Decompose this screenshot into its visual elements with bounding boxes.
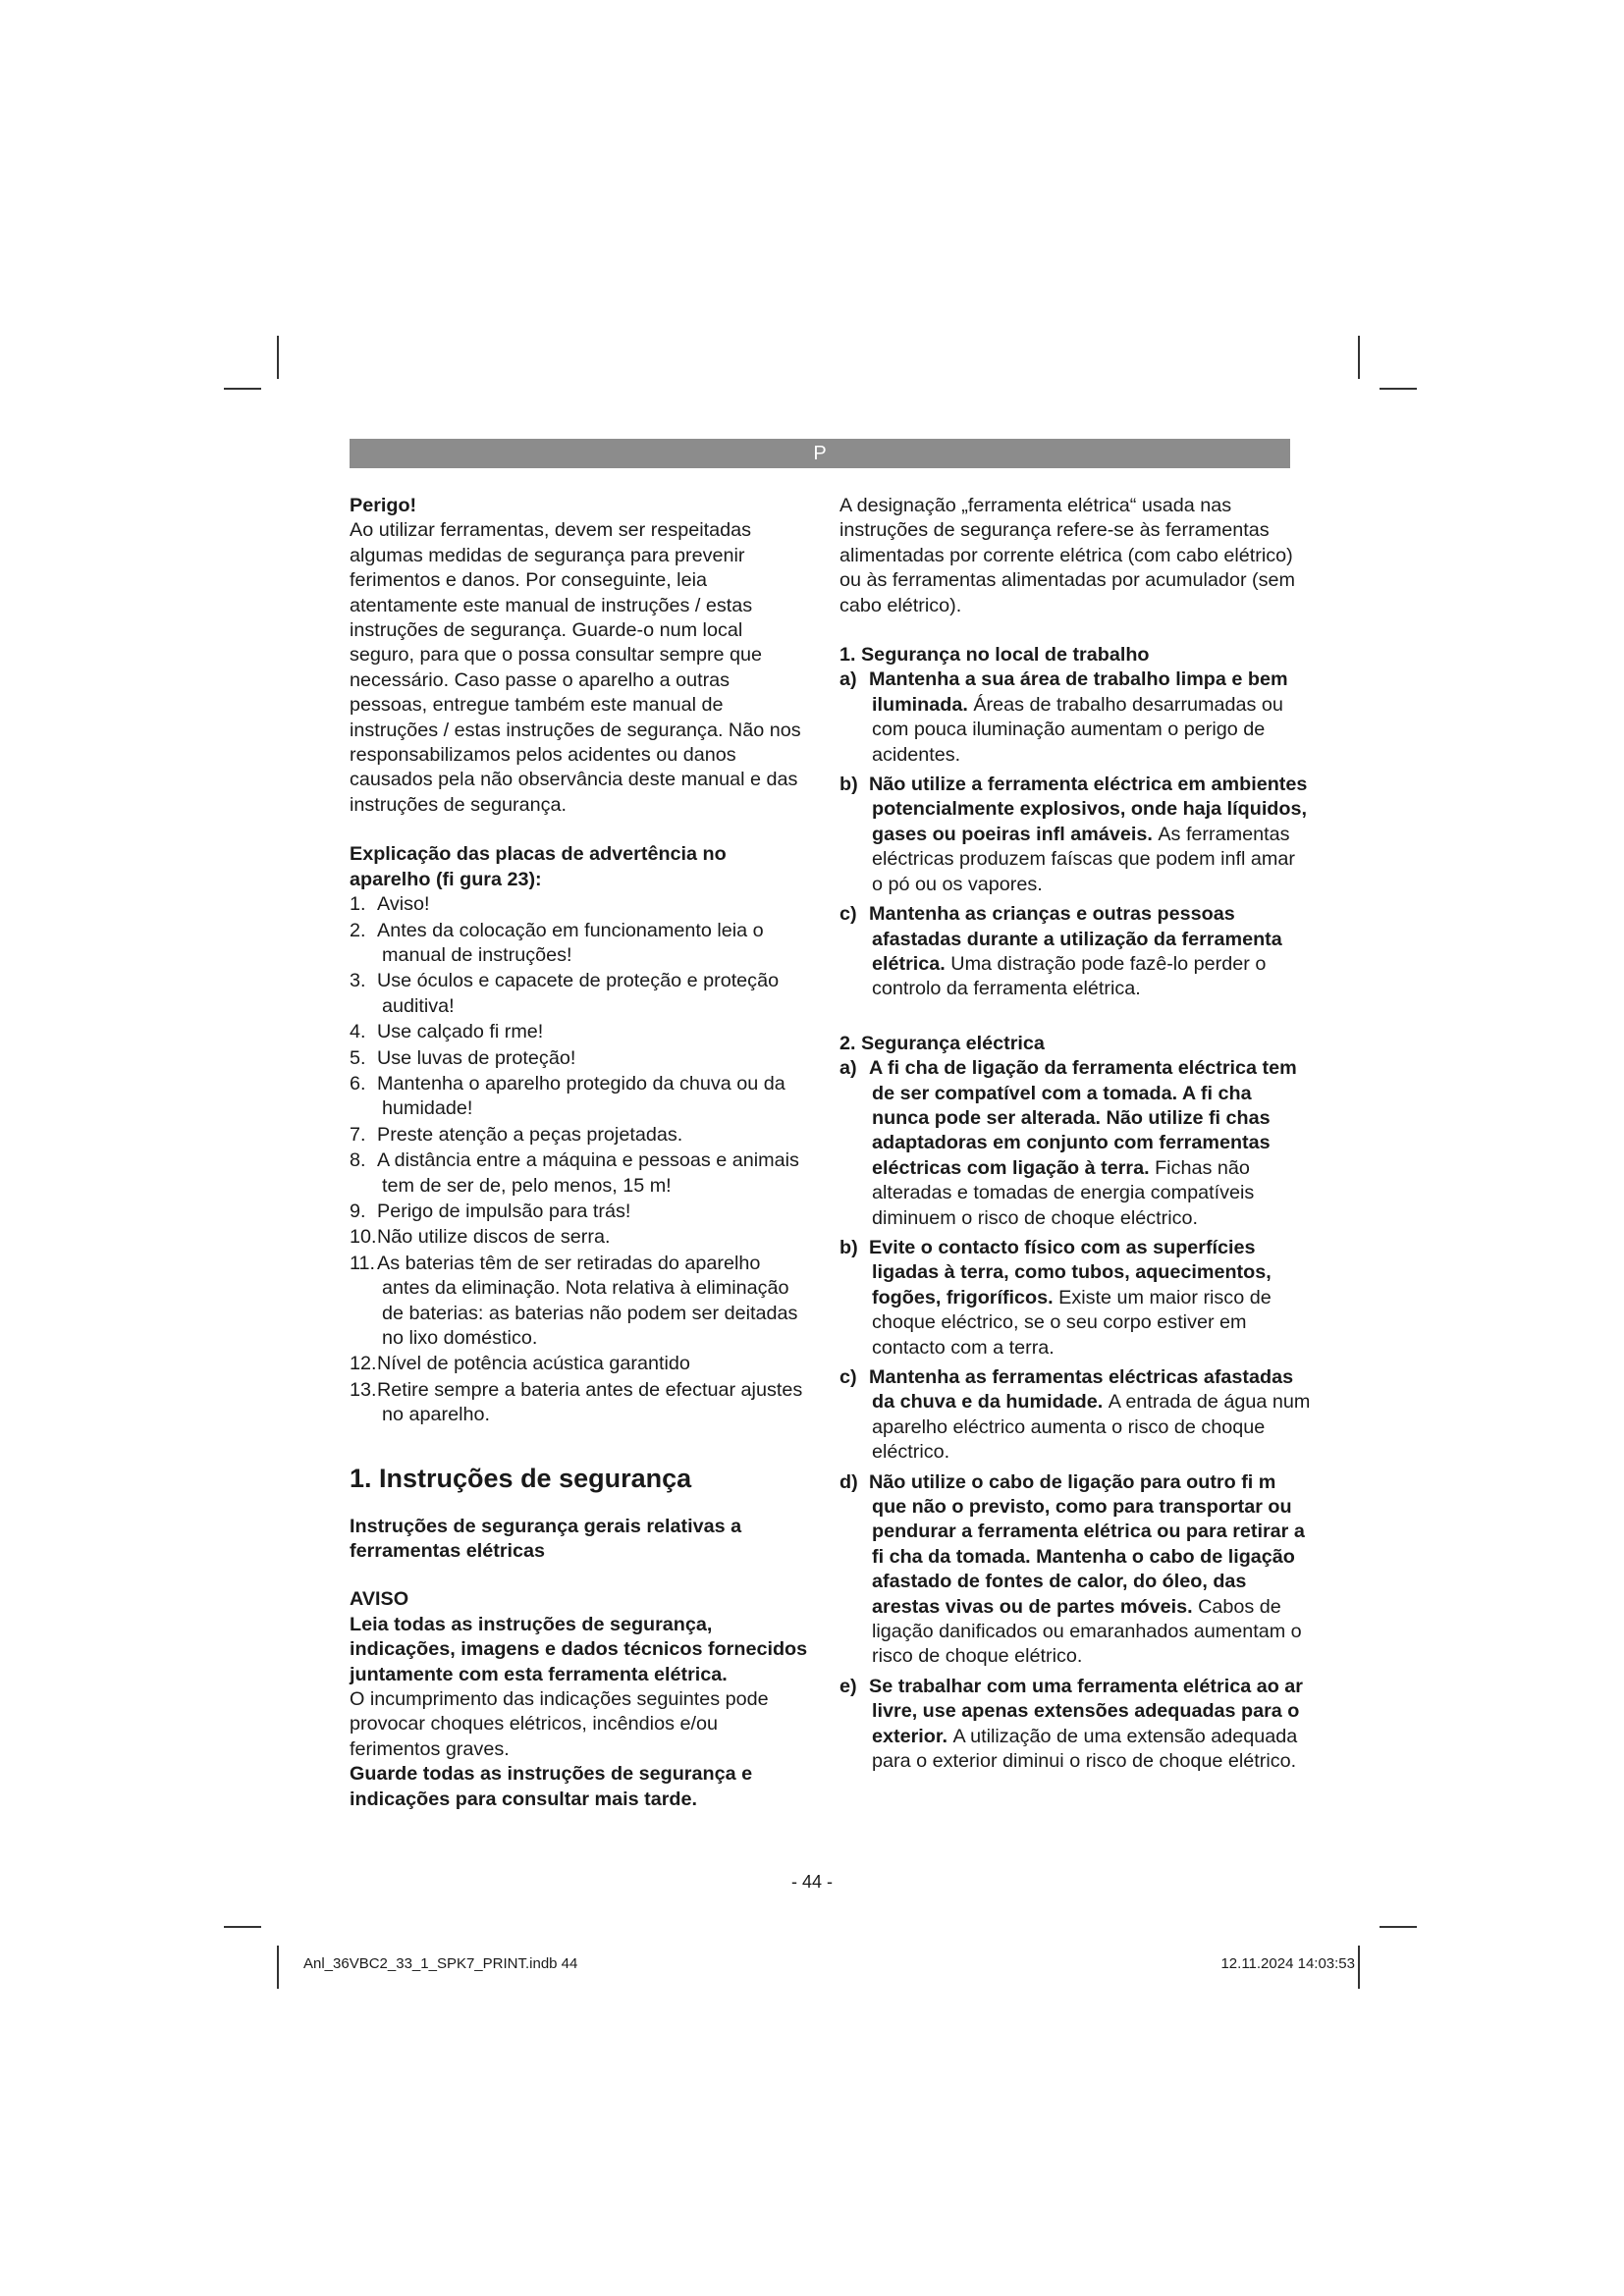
item-text: Retire sempre a bateria antes de efectuar ajustes no aparelho. — [377, 1378, 803, 1426]
s2-list — [839, 1056, 1311, 1774]
placas-heading: Explicação das placas de advertência no aparelho (fi gura 23): — [350, 843, 727, 890]
placas-item — [350, 892, 811, 917]
page-number: - 44 - — [790, 1872, 833, 1892]
placas-item — [350, 1148, 811, 1199]
section-title: 1. Instruções de segurança — [350, 1463, 692, 1493]
item-bold-text: Mantenha as ferramentas eléctricas afastadas da chuva e da humidade. — [869, 1366, 1294, 1414]
crop-mark — [1380, 1926, 1417, 1928]
placas-item — [350, 1252, 811, 1352]
item-text: Perigo de impulsão para trás! — [377, 1200, 631, 1222]
item-number: 5. — [350, 1046, 366, 1069]
item-number: 13. — [350, 1378, 377, 1401]
item-letter: c) — [839, 1366, 857, 1388]
safety-item — [839, 1470, 1311, 1670]
item-bold-text: Mantenha a sua área de trabalho limpa e bem iluminada. — [869, 668, 1288, 716]
placas-item — [350, 1123, 811, 1148]
item-text: Use óculos e capacete de proteção e proteção auditiva! — [377, 970, 780, 1017]
placas-item — [350, 1020, 811, 1044]
item-letter: a) — [839, 1057, 857, 1080]
danger-title: Perigo! — [350, 495, 417, 516]
s2-title: 2. Segurança eléctrica — [839, 1032, 1045, 1054]
item-text: A entrada de água num aparelho eléctrico aumenta o risco de choque eléctrico. — [872, 1391, 1311, 1464]
item-text: Preste atenção a peças projetadas. — [377, 1123, 683, 1146]
safety-item — [839, 902, 1311, 1002]
crop-mark — [224, 388, 261, 390]
item-letter: b) — [839, 1236, 858, 1258]
item-letter: b) — [839, 774, 858, 796]
danger-text: Ao utilizar ferramentas, devem ser respeitadas algumas medidas de segurança para prevenir ferimentos e danos. Por conseguinte, leia atentamente este manual de instruções / estas instruções de segurança. Guarde-o num local seguro, para que o possa consultar sempre que necessário. Caso passe o aparelho a outras pessoas, entregue também este manual de instruções / estas instruções de segurança. Não nos responsabilizamos pelos acidentes ou danos causados pela não observância deste manual e das instruções de segurança. — [350, 519, 801, 816]
safety-item — [839, 1675, 1311, 1775]
placas-item — [350, 1046, 811, 1071]
item-bold-text: Se trabalhar com uma ferramenta elétrica ao ar livre, use apenas extensões adequadas para o exterior. — [869, 1675, 1303, 1747]
intro-text: A designação „ferramenta elétrica“ usada nas instruções de segurança refere-se às ferramentas alimentadas por corrente elétrica (com cabo elétrico) ou às ferramentas alimentadas por acumulador (sem cabo elétrico). — [839, 495, 1295, 616]
item-text: Áreas de trabalho desarrumadas ou com pouca iluminação aumentam o perigo de acidentes. — [872, 693, 1283, 766]
aviso-keep: Guarde todas as instruções de segurança e indicações para consultar mais tarde. — [350, 1763, 753, 1810]
safety-item — [839, 667, 1311, 768]
item-text: Antes da colocação em funcionamento leia o manual de instruções! — [377, 919, 764, 966]
language-code: P — [813, 443, 827, 464]
s1-title: 1. Segurança no local de trabalho — [839, 644, 1150, 667]
item-text: Aviso! — [377, 893, 430, 916]
left-column — [350, 494, 811, 1812]
item-text: Mantenha o aparelho protegido da chuva ou da humidade! — [377, 1072, 785, 1120]
item-text: A utilização de uma extensão adequada para o exterior diminui o risco de choque elétrico. — [872, 1725, 1298, 1773]
placas-item — [350, 1378, 811, 1428]
crop-mark — [277, 336, 279, 379]
safety-item — [839, 773, 1311, 897]
right-column — [839, 494, 1311, 1780]
crop-mark — [224, 1926, 261, 1928]
footer-file: Anl_36VBC2_33_1_SPK7_PRINT.indb 44 — [303, 1955, 578, 1972]
item-text: Uma distração pode fazê-lo perder o controlo da ferramenta elétrica. — [872, 952, 1267, 1000]
crop-mark — [277, 1946, 279, 1989]
item-text: Cabos de ligação danificados ou emaranhados aumentam o risco de choque elétrico. — [872, 1595, 1302, 1668]
item-number: 6. — [350, 1072, 366, 1095]
item-text: Não utilize discos de serra. — [377, 1226, 611, 1249]
item-letter: a) — [839, 668, 857, 691]
placas-list — [350, 892, 811, 1428]
placas-item — [350, 969, 811, 1019]
item-number: 11. — [350, 1252, 376, 1274]
general-heading: Instruções de segurança gerais relativas a ferramentas elétricas — [350, 1515, 742, 1563]
item-letter: c) — [839, 903, 857, 926]
item-text: A distância entre a máquina e pessoas e animais tem de ser de, pelo menos, 15 m! — [377, 1149, 799, 1197]
safety-item — [839, 1056, 1311, 1231]
placas-item — [350, 1200, 811, 1224]
item-text: Use luvas de proteção! — [377, 1046, 576, 1069]
item-number: 4. — [350, 1021, 366, 1043]
placas-item — [350, 919, 811, 969]
aviso-text: O incumprimento das indicações seguintes pode provocar choques elétricos, incêndios e/ou ferimentos graves. — [350, 1688, 769, 1760]
crop-mark — [1358, 1946, 1360, 1989]
item-letter: d) — [839, 1470, 858, 1493]
safety-item — [839, 1236, 1311, 1361]
s1-list — [839, 667, 1311, 1001]
item-bold-text: Evite o contacto físico com as superfícies ligadas à terra, como tubos, aquecimentos, fogões, frigoríficos. — [869, 1236, 1272, 1308]
item-number: 12. — [350, 1353, 377, 1375]
item-bold-text: A fi cha de ligação da ferramenta eléctrica tem de ser compatível com a tomada. A fi cha nunca pode ser alterada. Não utilize fi chas adaptadoras em conjunto com ferramentas eléctricas com ligação à terra. — [869, 1057, 1297, 1179]
placas-item — [350, 1225, 811, 1250]
item-letter: e) — [839, 1675, 857, 1697]
item-text: Fichas não alteradas e tomadas de energia compatíveis diminuem o risco de choque eléctrico. — [872, 1156, 1255, 1229]
aviso-bold: Leia todas as instruções de segurança, indicações, imagens e dados técnicos fornecidos juntamente com esta ferramenta elétrica. — [350, 1613, 808, 1685]
item-number: 9. — [350, 1200, 366, 1222]
item-number: 7. — [350, 1123, 366, 1146]
item-number: 2. — [350, 919, 366, 941]
item-bold-text: Não utilize a ferramenta eléctrica em ambientes potencialmente explosivos, onde haja líquidos, gases ou poeiras infl amáveis. — [869, 774, 1308, 845]
placas-item — [350, 1352, 811, 1376]
item-text: Nível de potência acústica garantido — [377, 1353, 690, 1375]
item-number: 10. — [350, 1226, 377, 1249]
item-number: 3. — [350, 970, 366, 992]
crop-mark — [1358, 336, 1360, 379]
item-bold-text: Mantenha as crianças e outras pessoas afastadas durante a utilização da ferramenta elétrica. — [869, 903, 1282, 975]
footer-datetime: 12.11.2024 14:03:53 — [1220, 1955, 1355, 1972]
language-header-bar — [350, 439, 1290, 468]
item-text: Existe um maior risco de choque eléctrico, se o seu corpo estiver em contacto com a terra. — [872, 1286, 1272, 1359]
item-text: As ferramentas eléctricas produzem faíscas que podem infl amar o pó ou os vapores. — [872, 823, 1295, 895]
aviso-label: AVISO — [350, 1588, 409, 1611]
item-number: 1. — [350, 893, 366, 916]
item-number: 8. — [350, 1149, 366, 1172]
item-bold-text: Não utilize o cabo de ligação para outro fi m que não o previsto, como para transportar ou pendurar a ferramenta elétrica ou para retirar a fi cha da tomada. Mantenha o cabo de ligação afastado de fontes de calor, do óleo, das arestas vivas ou de partes móveis. — [869, 1470, 1305, 1618]
item-text: As baterias têm de ser retiradas do aparelho antes da eliminação. Nota relativa à eliminação de baterias: as baterias não podem ser deitadas no lixo doméstico. — [377, 1252, 798, 1349]
crop-mark — [1380, 388, 1417, 390]
safety-item — [839, 1365, 1311, 1466]
item-text: Use calçado fi rme! — [377, 1021, 544, 1043]
placas-item — [350, 1072, 811, 1122]
